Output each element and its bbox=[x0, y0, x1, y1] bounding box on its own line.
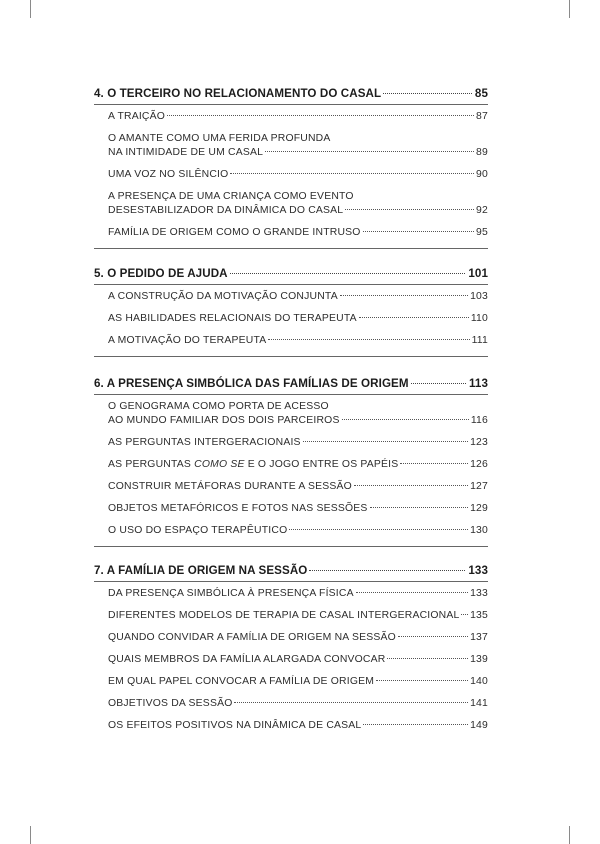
dot-leader bbox=[363, 723, 468, 725]
entry-last-line bbox=[108, 502, 488, 516]
toc-entry bbox=[108, 190, 488, 218]
entry-page: 140 bbox=[470, 676, 488, 687]
entry-last-line bbox=[108, 312, 488, 326]
entry-last-line bbox=[108, 524, 488, 538]
chapter-title: 5. O PEDIDO DE AJUDA bbox=[94, 267, 228, 280]
dot-leader bbox=[167, 114, 474, 116]
entry-title: A TRAIÇÃO bbox=[108, 111, 166, 122]
entry-page: 139 bbox=[470, 654, 488, 665]
entry-title: AS HABILIDADES RELACIONAIS DO TERAPEUTA bbox=[108, 313, 357, 324]
toc-entry bbox=[108, 631, 488, 645]
chapter-entries bbox=[94, 395, 488, 538]
entry-title-italic: COMO SE bbox=[194, 459, 245, 470]
entry-title: FAMÍLIA DE ORIGEM COMO O GRANDE INTRUSO bbox=[108, 227, 361, 238]
section-divider bbox=[94, 356, 488, 357]
dot-leader bbox=[265, 150, 474, 152]
entry-page: 149 bbox=[470, 720, 488, 731]
entry-page: 111 bbox=[471, 335, 488, 346]
entry-last-line bbox=[108, 697, 488, 711]
entry-last-line bbox=[108, 458, 488, 472]
entry-last-line bbox=[108, 653, 488, 667]
section-divider bbox=[94, 546, 488, 547]
entry-last-line bbox=[108, 675, 488, 689]
crop-mark bbox=[30, 826, 31, 844]
chapter-entries bbox=[94, 285, 488, 348]
crop-mark bbox=[569, 0, 570, 18]
entry-last-line bbox=[108, 436, 488, 450]
dot-leader bbox=[345, 208, 474, 210]
dot-leader bbox=[230, 272, 466, 274]
dot-leader bbox=[411, 382, 466, 384]
chapter-heading bbox=[94, 376, 488, 391]
toc-entry bbox=[108, 168, 488, 182]
toc-entry bbox=[108, 334, 488, 348]
chapter-page: 113 bbox=[468, 377, 488, 390]
entry-title: A CONSTRUÇÃO DA MOTIVAÇÃO CONJUNTA bbox=[108, 291, 338, 302]
dot-leader bbox=[376, 679, 468, 681]
dot-leader bbox=[387, 657, 468, 659]
toc-entry bbox=[108, 653, 488, 667]
entry-last-line bbox=[108, 609, 488, 623]
toc-entry bbox=[108, 436, 488, 450]
entry-last-line bbox=[108, 480, 488, 494]
chapter-title: 6. A PRESENÇA SIMBÓLICA DAS FAMÍLIAS DE ORIGEM bbox=[94, 377, 409, 390]
chapter-heading bbox=[94, 86, 488, 101]
toc-entry bbox=[108, 312, 488, 326]
dot-leader bbox=[230, 172, 474, 174]
entry-last-line bbox=[108, 290, 488, 304]
entry-title: O USO DO ESPAÇO TERAPÊUTICO bbox=[108, 525, 288, 536]
dot-leader bbox=[356, 591, 468, 593]
toc-entry bbox=[108, 110, 488, 124]
entry-page: 90 bbox=[476, 169, 488, 180]
chapter-title: 4. O TERCEIRO NO RELACIONAMENTO DO CASAL bbox=[94, 87, 382, 100]
chapter-heading bbox=[94, 563, 488, 578]
toc-entry bbox=[108, 719, 488, 733]
chapter-entries bbox=[94, 105, 488, 240]
entry-title: QUAIS MEMBROS DA FAMÍLIA ALARGADA CONVOCAR bbox=[108, 654, 386, 665]
entry-page: 89 bbox=[476, 147, 488, 158]
entry-page: 110 bbox=[470, 313, 488, 324]
dot-leader bbox=[289, 528, 468, 530]
entry-page: 87 bbox=[476, 111, 488, 122]
entry-title: DIFERENTES MODELOS DE TERAPIA DE CASAL INTERGERACIONAL bbox=[108, 610, 460, 621]
dot-leader bbox=[370, 506, 469, 508]
chapter-heading bbox=[94, 266, 488, 281]
entry-page: 135 bbox=[470, 610, 488, 621]
entry-page: 116 bbox=[470, 415, 488, 426]
toc-entry bbox=[108, 132, 488, 160]
dot-leader bbox=[268, 338, 469, 340]
dot-leader bbox=[400, 462, 468, 464]
entry-title-rest: E O JOGO ENTRE OS PAPÉIS bbox=[244, 459, 399, 470]
chapter-section bbox=[94, 376, 488, 547]
dot-leader bbox=[461, 613, 468, 615]
entry-title: AS PERGUNTAS INTERGERACIONAIS bbox=[108, 437, 301, 448]
entry-title: CONSTRUIR METÁFORAS DURANTE A SESSÃO bbox=[108, 481, 352, 492]
entry-page: 130 bbox=[470, 525, 488, 536]
chapter-page: 101 bbox=[468, 267, 488, 280]
toc-entry bbox=[108, 609, 488, 623]
entry-last-line bbox=[108, 226, 488, 240]
dot-leader bbox=[303, 440, 468, 442]
entry-title: AO MUNDO FAMILIAR DOS DOIS PARCEIROS bbox=[108, 415, 340, 426]
dot-leader bbox=[340, 294, 468, 296]
entry-title: EM QUAL PAPEL CONVOCAR A FAMÍLIA DE ORIGEM bbox=[108, 676, 375, 687]
entry-page: 123 bbox=[470, 437, 488, 448]
dot-leader bbox=[342, 418, 469, 420]
toc-entry bbox=[108, 524, 488, 538]
entry-last-line bbox=[108, 719, 488, 733]
dot-leader bbox=[398, 635, 468, 637]
entry-last-line bbox=[108, 414, 488, 428]
entry-title: QUANDO CONVIDAR A FAMÍLIA DE ORIGEM NA SESSÃO bbox=[108, 632, 396, 643]
crop-mark bbox=[30, 0, 31, 18]
entry-page: 92 bbox=[476, 205, 488, 216]
entry-page: 103 bbox=[470, 291, 488, 302]
dot-leader bbox=[383, 92, 472, 94]
chapter-page: 133 bbox=[468, 564, 488, 577]
entry-page: 129 bbox=[470, 503, 488, 514]
entry-last-line bbox=[108, 146, 488, 160]
toc-entry bbox=[108, 502, 488, 516]
chapter-page: 85 bbox=[474, 87, 488, 100]
entry-title-line: A PRESENÇA DE UMA CRIANÇA COMO EVENTO bbox=[108, 191, 354, 202]
entry-page: 137 bbox=[470, 632, 488, 643]
toc-entry bbox=[108, 400, 488, 428]
entry-last-line bbox=[108, 204, 488, 218]
entry-page: 126 bbox=[470, 459, 488, 470]
entry-title: A MOTIVAÇÃO DO TERAPEUTA bbox=[108, 335, 267, 346]
dot-leader bbox=[359, 316, 469, 318]
toc-entry bbox=[108, 458, 488, 472]
entry-page: 95 bbox=[476, 227, 488, 238]
toc-entry bbox=[108, 697, 488, 711]
entry-title: OBJETOS METAFÓRICOS E FOTOS NAS SESSÕES bbox=[108, 503, 368, 514]
entry-title: AS PERGUNTAS COMO SE E O JOGO ENTRE OS PAPÉIS bbox=[108, 459, 399, 470]
toc-entry bbox=[108, 290, 488, 304]
dot-leader bbox=[309, 569, 465, 571]
toc-entry bbox=[108, 226, 488, 240]
entry-title: OBJETIVOS DA SESSÃO bbox=[108, 698, 233, 709]
chapter-section bbox=[94, 563, 488, 741]
toc-entry bbox=[108, 587, 488, 601]
dot-leader bbox=[363, 230, 474, 232]
chapter-section bbox=[94, 266, 488, 357]
toc-entry bbox=[108, 675, 488, 689]
entry-title-line: O AMANTE COMO UMA FERIDA PROFUNDA bbox=[108, 133, 331, 144]
entry-page: 141 bbox=[470, 698, 488, 709]
entry-last-line bbox=[108, 587, 488, 601]
entry-title: DESESTABILIZADOR DA DINÂMICA DO CASAL bbox=[108, 205, 344, 216]
entry-last-line bbox=[108, 334, 488, 348]
entry-title: UMA VOZ NO SILÊNCIO bbox=[108, 169, 229, 180]
entry-page: 133 bbox=[470, 588, 488, 599]
section-divider bbox=[94, 248, 488, 249]
entry-title: OS EFEITOS POSITIVOS NA DINÂMICA DE CASAL bbox=[108, 720, 362, 731]
chapter-title: 7. A FAMÍLIA DE ORIGEM NA SESSÃO bbox=[94, 564, 308, 577]
crop-mark bbox=[569, 826, 570, 844]
toc-entry bbox=[108, 480, 488, 494]
dot-leader bbox=[354, 484, 468, 486]
dot-leader bbox=[234, 701, 468, 703]
entry-title-line: O GENOGRAMA COMO PORTA DE ACESSO bbox=[108, 401, 329, 412]
entry-last-line bbox=[108, 631, 488, 645]
chapter-section bbox=[94, 86, 488, 249]
chapter-entries bbox=[94, 582, 488, 733]
entry-last-line bbox=[108, 168, 488, 182]
entry-title: NA INTIMIDADE DE UM CASAL bbox=[108, 147, 264, 158]
entry-page: 127 bbox=[470, 481, 488, 492]
entry-title: DA PRESENÇA SIMBÓLICA À PRESENÇA FÍSICA bbox=[108, 588, 354, 599]
entry-last-line bbox=[108, 110, 488, 124]
